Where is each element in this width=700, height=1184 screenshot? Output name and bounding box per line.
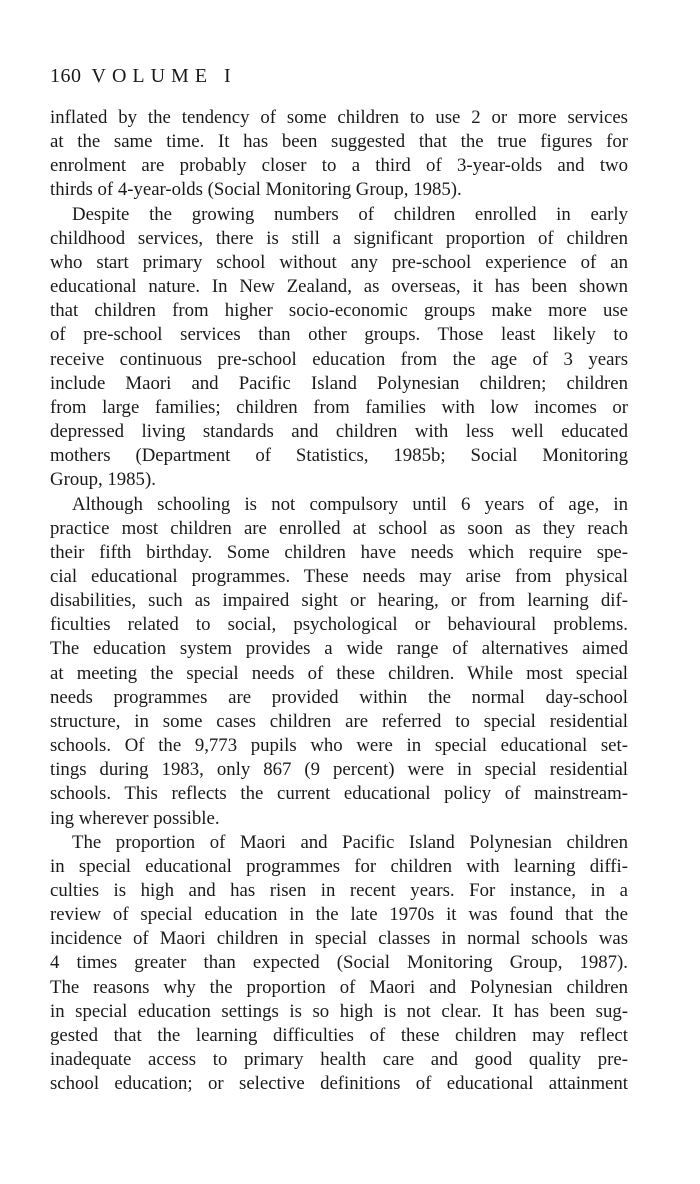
body-text (50, 106, 628, 1096)
text-line: The proportion of Maori and Pacific Island Polynesian children (72, 831, 628, 853)
text-line: educational nature. In New Zealand, as overseas, it has been shown (50, 276, 628, 298)
text-line: include Maori and Pacific Island Polynesian children; children (50, 372, 628, 394)
text-line: from large families; children from families with low incomes or (50, 396, 628, 418)
text-line: at meeting the special needs of these children. While most special (50, 662, 628, 684)
text-line: at the same time. It has been suggested that the true figures for (50, 131, 628, 153)
text-line: schools. Of the 9,773 pupils who were in special educational set- (50, 735, 628, 757)
text-line: receive continuous pre-school education from the age of 3 years (50, 348, 628, 370)
text-line: schools. This reflects the current educational policy of mainstream- (50, 783, 628, 805)
text-line: needs programmes are provided within the normal day-school (50, 686, 628, 708)
text-line: review of special education in the late 1970s it was found that the (50, 904, 628, 926)
text-line: school education; or selective definitions of educational attainment (50, 1073, 628, 1095)
text-line: culties is high and has risen in recent years. For instance, in a (50, 880, 628, 901)
text-line: thirds of 4-year-olds (Social Monitoring Group, 1985). (50, 179, 462, 201)
text-line: Although schooling is not compulsory until 6 years of age, in (72, 493, 628, 515)
text-line: that children from higher socio-economic groups make more use (50, 300, 628, 322)
text-line: enrolment are probably closer to a third of 3-year-olds and two (50, 155, 628, 177)
text-line: gested that the learning difficulties of these children may reflect (50, 1024, 628, 1046)
text-line: Despite the growing numbers of children enrolled in early (72, 203, 628, 225)
text-line: ing wherever possible. (50, 807, 220, 829)
text-line: practice most children are enrolled at school as soon as they reach (50, 517, 628, 539)
text-line: The reasons why the proportion of Maori and Polynesian children (50, 976, 628, 998)
text-line: incidence of Maori children in special classes in normal schools was (50, 928, 628, 950)
text-line: their fifth birthday. Some children have needs which require spe- (50, 541, 628, 563)
text-line: in special educational programmes for children with learning diffi- (50, 855, 628, 877)
text-line: disabilities, such as impaired sight or hearing, or from learning dif- (50, 590, 628, 612)
text-line: The education system provides a wide range of alternatives aimed (50, 638, 628, 660)
text-line: structure, in some cases children are referred to special residential (50, 710, 628, 732)
text-line: depressed living standards and children with less well educated (50, 421, 628, 443)
paragraph-4 (50, 831, 628, 1097)
text-line: Group, 1985). (50, 469, 156, 491)
text-line: ficulties related to social, psychological or behavioural problems. (50, 614, 628, 636)
running-head (50, 62, 237, 90)
paragraph-1 (50, 106, 628, 203)
text-line: cial educational programmes. These needs may arise from physical (50, 565, 628, 587)
paragraph-3 (50, 493, 628, 831)
text-line: 4 times greater than expected (Social Monitoring Group, 1987). (50, 952, 628, 974)
text-line: of pre-school services than other groups. Those least likely to (50, 324, 628, 346)
paragraph-2 (50, 203, 628, 493)
volume-label: VOLUME I (91, 65, 237, 87)
text-line: inadequate access to primary health care and good quality pre- (50, 1049, 628, 1071)
page-number: 160 (50, 65, 82, 87)
text-line: childhood services, there is still a significant proportion of children (50, 227, 628, 249)
text-line: inflated by the tendency of some children to use 2 or more services (50, 107, 628, 128)
text-line: in special education settings is so high is not clear. It has been sug- (50, 1000, 628, 1022)
text-line: mothers (Department of Statistics, 1985b; Social Monitoring (50, 445, 628, 467)
text-line: tings during 1983, only 867 (9 percent) were in special residential (50, 759, 628, 781)
text-line: who start primary school without any pre-school experience of an (50, 251, 628, 273)
